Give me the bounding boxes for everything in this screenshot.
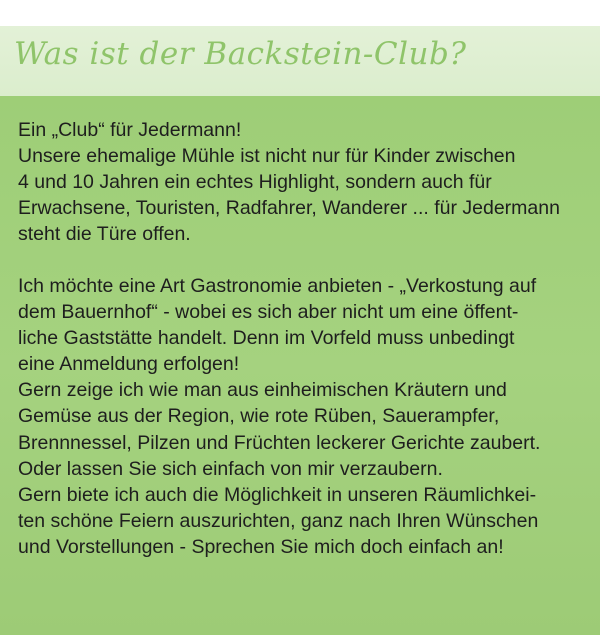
text-line: Gern zeige ich wie man aus einheimischen Kräutern und [18, 379, 507, 402]
page-title: Was ist der Backstein-Club? [14, 36, 467, 72]
gastronomy-paragraph [18, 273, 593, 560]
text-line: Ich möchte eine Art Gastronomie anbieten - „Verkostung auf [18, 275, 537, 297]
text-line: Oder lassen Sie sich einfach von mir verzaubern. [18, 457, 443, 480]
text-line: liche Gaststätte handelt. Denn im Vorfeld muss unbedingt [18, 327, 515, 350]
text-line: eine Anmeldung erfolgen! [18, 353, 240, 376]
intro-paragraph [18, 117, 593, 247]
text-line: dem Bauernhof“ - wobei es sich aber nicht um eine öffent- [18, 301, 519, 324]
text-line: Erwachsene, Touristen, Radfahrer, Wanderer ... für Jedermann [18, 197, 560, 220]
top-margin [0, 0, 600, 26]
text-line: Unsere ehemalige Mühle ist nicht nur für Kinder zwischen [18, 145, 516, 168]
text-line: Ein „Club“ für Jedermann! [18, 119, 242, 141]
text-line: 4 und 10 Jahren ein echtes Highlight, sondern auch für [18, 171, 492, 194]
text-line: steht die Türe offen. [18, 223, 191, 246]
text-line: ten schöne Feiern auszurichten, ganz nach Ihren Wünschen [18, 509, 539, 532]
text-line: Gemüse aus der Region, wie rote Rüben, Sauerampfer, [18, 405, 500, 428]
text-line: und Vorstellungen - Sprechen Sie mich doch einfach an! [18, 535, 504, 558]
text-line: Gern biete ich auch die Möglichkeit in unseren Räumlichkei- [18, 483, 537, 506]
content-panel [0, 96, 600, 635]
text-line: Brennnessel, Pilzen und Früchten leckerer Gerichte zaubert. [18, 431, 541, 454]
